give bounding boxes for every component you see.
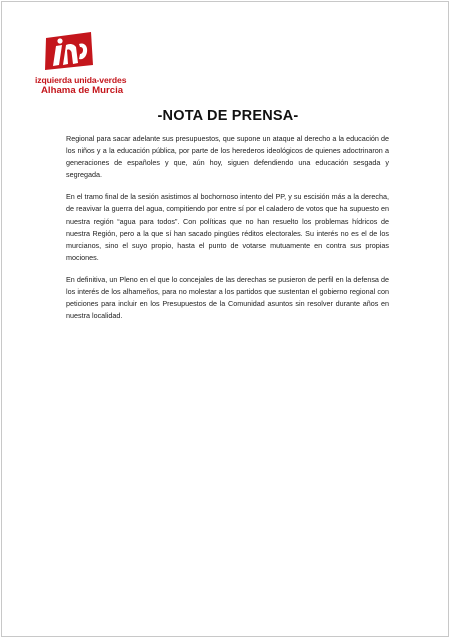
logo-org-name: izquierda unida-verdes [35,75,127,85]
paragraph: En el tramo final de la sesión asistimos al bochornoso intento del PP, y su escisión más a la derecha, de reavivar la guerra del agua, compitiendo por entre sí por el caladero de votos que ha supuesto en nuestra región “agua para todos”. Con políticas que no han resuelto los problemas hídricos de nuestra Región, pero a la que sí han sacado pingües réditos electorales. Su interés no es el de los murcianos, sino el suyo propio, hasta el punto de votarse mutuamente en contra sus propias mociones. [66,192,389,262]
document-body [66,133,389,332]
document-page [1,1,449,637]
press-release-title: -NOTA DE PRENSA- [157,108,299,124]
paragraph: En definitiva, un Pleno en el que lo concejales de las derechas se pusieron de perfil en la defensa de los interés de los alhameños, para no molestar a los partidos que sustentan el gobierno regional con peticiones para incluir en los Presupuestos de la Comunidad asuntos sin resolver durante años en nuestra localidad. [66,274,389,321]
logo-org-location: Alhama de Murcia [41,85,124,96]
iu-logo-icon [43,32,95,70]
paragraph: Regional para sacar adelante sus presupuestos, que supone un ataque al derecho a la educación de los niños y a la educación pública, por parte de los herederos ideológicos de quienes adoctrinaron a generaciones de españoles y que, aún hoy, siguen defendiendo una educación sesgada y segregada. [66,134,389,180]
